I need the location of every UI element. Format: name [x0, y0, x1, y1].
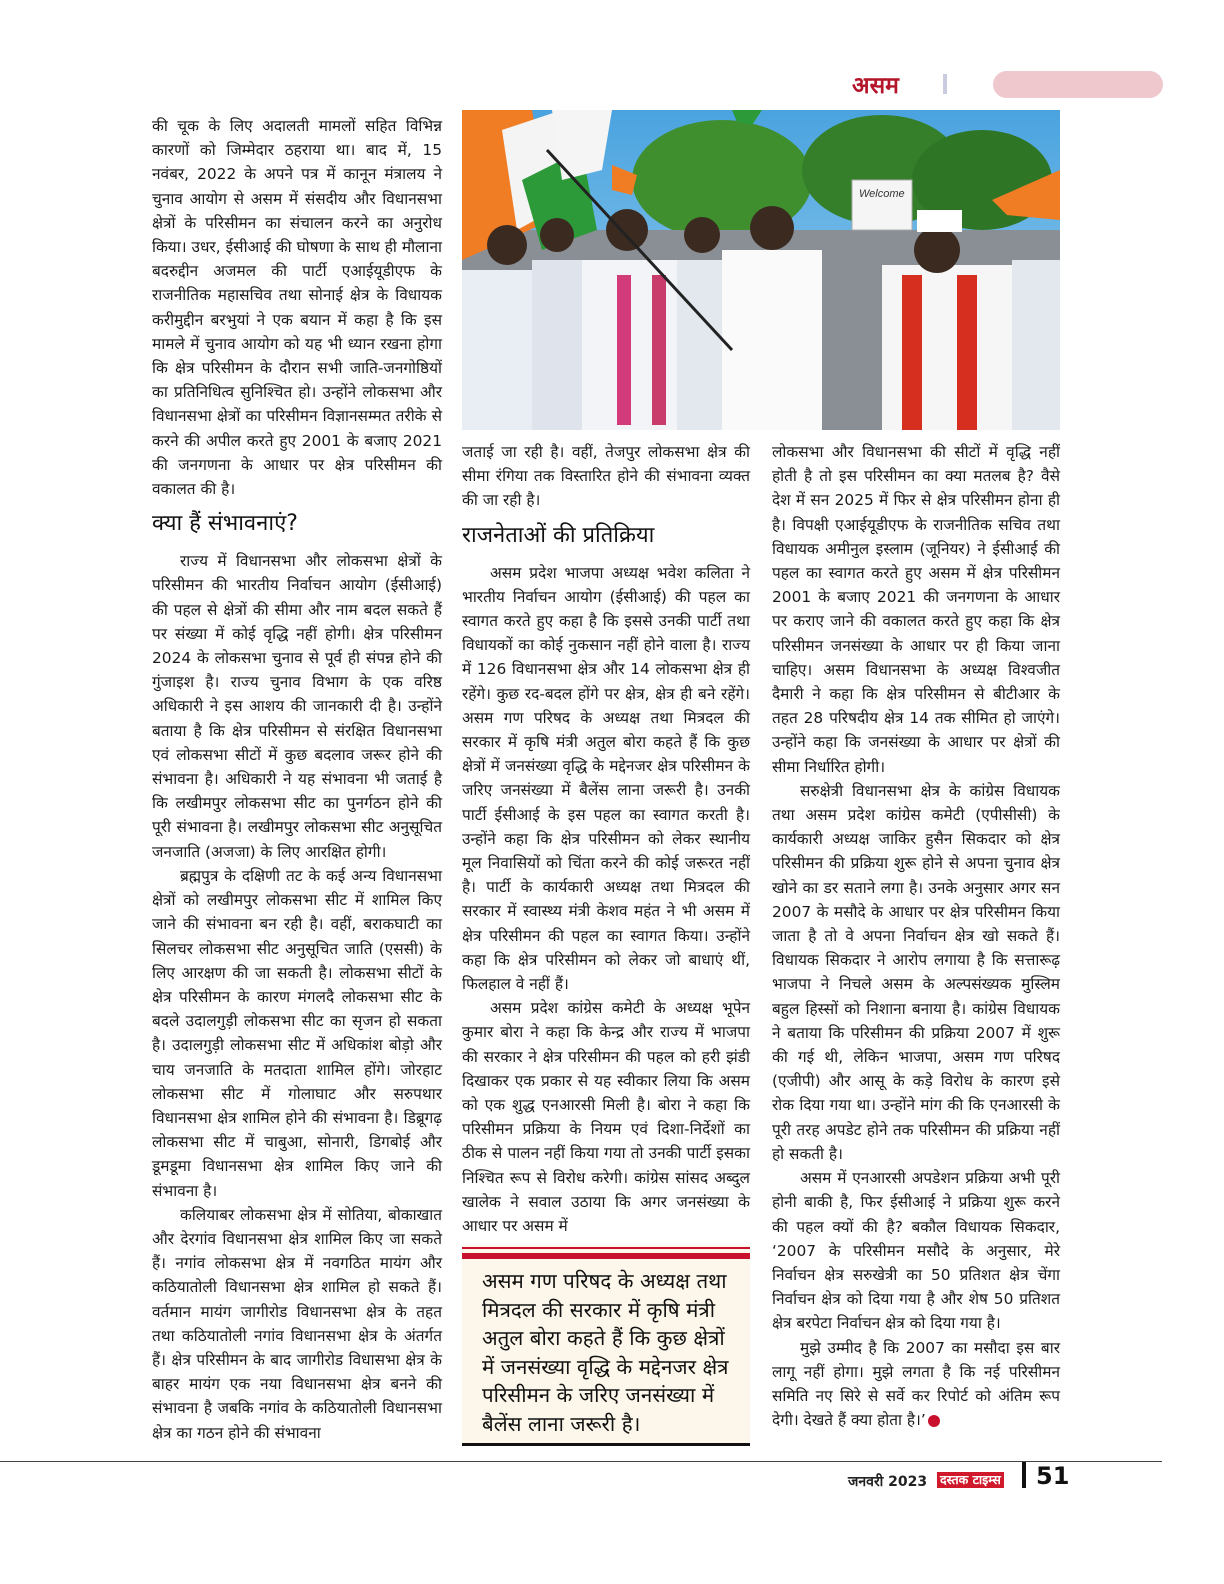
paragraph: असम में एनआरसी अपडेशन प्रक्रिया अभी पूरी होनी बाकी है, फिर ईसीआई ने प्रक्रिया शुरू करने की पहल क्यों की है? बकौल विधायक सिकदार, ‘2007 के परिसीमन मसौदे के अनुसार, मेरे निर्वाचन क्षेत्र सरुखेत्री का 50 प्रतिशत क्षेत्र चेंगा निर्वाचन क्षेत्र को दिया गया है और शेष 50 प्रतिशत क्षेत्र बरपेटा निर्वाचन क्षेत्र को दिया गया है।	[772, 1169, 1060, 1333]
subheading-possibilities: क्या हैं संभावनाएं?	[152, 511, 298, 537]
welcome-sign-text: Welcome	[859, 188, 905, 200]
pull-quote-text: असम गण परिषद के अध्यक्ष तथा मित्रदल की सरकार में कृषि मंत्री अतुल बोरा कहते हैं कि कुछ क्षेत्रों में जनसंख्या वृद्धि के मद्देनजर क्षेत्र परिसीमन के जरिए जनसंख्या में बैलेंस लाना जरूरी है।	[482, 1269, 729, 1436]
paragraph: जताई जा रही है। वहीं, तेजपुर लोकसभा क्षेत्र की सीमा रंगिया तक विस्तारित होने की संभावना व्यक्त की जा रही है।	[462, 443, 750, 510]
footer-rule	[0, 1461, 1162, 1462]
paragraph: लोकसभा और विधानसभा की सीटों में वृद्धि नहीं होती है तो इस परिसीमन का क्या मतलब है? वैसे देश में सन 2025 में फिर से क्षेत्र परिसीमन होना ही है। विपक्षी एआईयूडीएफ के राजनीतिक सचिव तथा विधायक अमीनुल इस्लाम (जूनियर) ने ईसीआई की पहल का स्वागत करते हुए असम में क्षेत्र परिसीमन 2001 के बजाए 2021 की जनगणना के आधार पर कराए जाने की वकालत करते हुए कहा कि क्षेत्र परिसीमन जनसंख्या के आधार पर ही किया जाना चाहिए। असम विधानसभा के अध्यक्ष विश्वजीत दैमारी ने कहा कि क्षेत्र परिसीमन से बीटीआर के तहत 28 परिषदीय क्षेत्र 14 तक सीमित हो जाएंगे। उन्होंने कहा कि जनसंख्या के आधार पर क्षेत्रों की सीमा निर्धारित होगी।	[772, 443, 1060, 776]
rally-photo-image	[462, 110, 1060, 430]
paragraph: की चूक के लिए अदालती मामलों सहित विभिन्न कारणों को जिम्मेदार ठहराया था। बाद में, 15 नवंबर, 2022 के अपने पत्र में कानून मंत्रालय ने चुनाव आयोग से असम में संसदीय और विधानसभा क्षेत्रों के परिसीमन का संचालन करने का अनुरोध किया। उधर, ईसीआई की घोषणा के साथ ही मौलाना बदरुद्दीन अजमल की पार्टी एआईयूडीएफ के राजनीतिक महासचिव तथा सोनाई क्षेत्र के विधायक करीमुद्दीन बरभुयां ने एक बयान में कहा है कि इस मामले में चुनाव आयोग को यह भी ध्यान रखना होगा कि क्षेत्र परिसीमन के दौरान सभी जाति-जनगोष्ठियों का प्रतिनिधित्व सुनिश्चित हो। उन्होंने लोकसभा और विधानसभा क्षेत्रों का परिसीमन विज्ञानसम्मत तरीके से करने की अपील करते हुए 2001 के बजाए 2021 की जनगणना के आधार पर क्षेत्र परिसीमन की वकालत की है।	[152, 117, 442, 499]
header-pill-decoration	[993, 71, 1163, 98]
article-column-middle	[462, 440, 750, 1238]
paragraph: राज्य में विधानसभा और लोकसभा क्षेत्रों के परिसीमन की भारतीय निर्वाचन आयोग (ईसीआई) की पहल से क्षेत्रों की सीमा और नाम बदल सकते हैं पर संख्या में कोई वृद्धि नहीं होगी। क्षेत्र परिसीमन 2024 के लोकसभा चुनाव से पूर्व ही संपन्न होने की गुंजाइश है। राज्य चुनाव विभाग के एक वरिष्ठ अधिकारी ने इस आशय की जानकारी दी है। उन्होंने बताया है कि क्षेत्र परिसीमन से संरक्षित विधानसभा एवं लोकसभा सीटों में कुछ बदलाव जरूर होने की संभावना है। अधिकारी ने यह संभावना भी जताई है कि लखीमपुर लोकसभा सीट का पुनर्गठन होने की पूरी संभावना है। लखीमपुर लोकसभा सीट अनुसूचित जनजाति (अजजा) के लिए आरक्षित होगी।	[152, 552, 442, 861]
paragraph: ब्रह्मपुत्र के दक्षिणी तट के कई अन्य विधानसभा क्षेत्रों को लखीमपुर लोकसभा सीट में शामिल किए जाने की संभावना बन रही है। वहीं, बराकघाटी का सिलचर लोकसभा सीट अनुसूचित जाति (एससी) के लिए आरक्षण की जा सकती है। लोकसभा सीटों के क्षेत्र परिसीमन के कारण मंगलदै लोकसभा सीट के बदले उदालगुड़ी लोकसभा सीट का सृजन हो सकता है। उदालगुड़ी लोकसभा सीट में अधिकांश बोड़ो और चाय जनजाति के मतदाता शामिल होंगे। जोरहाट लोकसभा सीट में गोलाघाट और सरुपथार विधानसभा क्षेत्र शामिल होने की संभावना है। डिब्रूगढ़ लोकसभा सीट में चाबुआ, सोनारी, डिगबोई और डूमडूमा विधानसभा क्षेत्र शामिल किए जाने की संभावना है।	[152, 866, 442, 1200]
rally-photo	[462, 110, 1060, 430]
issue-date: जनवरी 2023	[848, 1474, 928, 1490]
final-paragraph-text: मुझे उम्मीद है कि 2007 का मसौदा इस बार लागू नहीं होगा। मुझे लगता है कि नई परिसीमन समिति नए सिरे से सर्वे कर रिपोर्ट को अंतिम रूप देगी। देखते हैं क्या होता है।’	[772, 1338, 1060, 1430]
quote-rule-thick	[462, 1253, 750, 1259]
article-column-right	[772, 440, 1060, 1432]
subheading-reactions: राजनेताओं की प्रतिक्रिया	[462, 522, 655, 548]
footer-divider	[1022, 1462, 1026, 1488]
magazine-logo: दस्तक टाइम्स	[937, 1472, 1004, 1488]
end-mark-icon	[928, 1415, 940, 1427]
paragraph-final	[772, 1336, 1060, 1433]
header-divider	[943, 74, 947, 94]
paragraph: असम प्रदेश कांग्रेस कमेटी के अध्यक्ष भूपेन कुमार बोरा ने कहा कि केन्द्र और राज्य में भाजपा की सरकार ने क्षेत्र परिसीमन की पहल को हरी झंडी दिखाकर एक प्रकार से यह स्वीकार लिया कि असम को एक शुद्ध एनआरसी मिली है। बोरा ने कहा कि परिसीमन प्रक्रिया के नियम एवं दिशा-निर्देशों का ठीक से पालन नहीं किया गया तो उनकी पार्टी इसका निश्चित रूप से विरोध करेगी। कांग्रेस सांसद अब्दुल खालेक ने सवाल उठाया कि अगर जनसंख्या के आधार पर असम में	[462, 999, 750, 1236]
paragraph: कलियाबर लोकसभा क्षेत्र में सोतिया, बोकाखात और देरगांव विधानसभा क्षेत्र शामिल किए जा सकते हैं। नगांव लोकसभा क्षेत्र में नवगठित मायंग और कठियातोली विधानसभा क्षेत्र शामिल हो सकते हैं। वर्तमान मायंग जागीरोड विधानसभा क्षेत्र के तहत तथा कठियातोली नगांव विधानसभा क्षेत्र के अंतर्गत हैं। क्षेत्र परिसीमन के बाद जागीरोड विधासभा क्षेत्र के बाहर मायंग एक नया विधानसभा क्षेत्र बनने की संभावना है जबकि नगांव के कठियातोली विधानसभा क्षेत्र का गठन होने की संभावना	[152, 1205, 442, 1442]
quote-rule-thin	[462, 1247, 750, 1249]
page-number: 51	[1036, 1462, 1070, 1490]
pull-quote	[462, 1245, 750, 1446]
article-column-left	[152, 114, 442, 1445]
section-label: असम	[852, 73, 899, 99]
paragraph: असम प्रदेश भाजपा अध्यक्ष भवेश कलिता ने भारतीय निर्वाचन आयोग (ईसीआई) की पहल का स्वागत करते हुए कहा है कि इससे उनकी पार्टी तथा विधायकों का कोई नुकसान नहीं होने वाला है। राज्य में 126 विधानसभा क्षेत्र और 14 लोकसभा क्षेत्र ही रहेंगे। कुछ रद-बदल होंगे पर क्षेत्र, क्षेत्र ही बने रहेंगे। असम गण परिषद के अध्यक्ष तथा मित्रदल की सरकार में कृषि मंत्री अतुल बोरा कहते हैं कि कुछ क्षेत्रों में जनसंख्या वृद्धि के मद्देनजर क्षेत्र परिसीमन के जरिए जनसंख्या में बैलेंस लाना जरूरी है। उनकी पार्टी ईसीआई के इस पहल का स्वागत करती है। उन्होंने कहा कि क्षेत्र परिसीमन को लेकर स्थानीय मूल निवासियों को चिंता करने की कोई जरूरत नहीं है। पार्टी के कार्यकारी अध्यक्ष तथा मित्रदल की सरकार में स्वास्थ्य मंत्री केशव महंत ने भी असम में क्षेत्र परिसीमन की पहल का स्वागत किया। उन्होंने कहा कि क्षेत्र परिसीमन को लेकर जो बाधाएं थीं, फिलहाल वे नहीं हैं।	[462, 563, 750, 994]
paragraph: सरुक्षेत्री विधानसभा क्षेत्र के कांग्रेस विधायक तथा असम प्रदेश कांग्रेस कमेटी (एपीसीसी) के कार्यकारी अध्यक्ष जाकिर हुसैन सिकदार को क्षेत्र परिसीमन की प्रक्रिया शुरू होने से अपना चुनाव क्षेत्र खोने का डर सताने लगा है। उनके अनुसार अगर सन 2007 के मसौदे के आधार पर क्षेत्र परिसीमन किया जाता है तो वे अपना निर्वाचन क्षेत्र खो सकते हैं। विधायक सिकदार ने आरोप लगाया है कि सत्तारूढ़ भाजपा ने निचले असम के अल्पसंख्यक मुस्लिम बहुल हिस्सों को निशाना बनाया है। कांग्रेस विधायक ने बताया कि परिसीमन की प्रक्रिया 2007 में शुरू की गई थी, लेकिन भाजपा, असम गण परिषद (एजीपी) और आसू के कड़े विरोध के कारण इसे रोक दिया गया था। उन्होंने मांग की कि एनआरसी के पूरी तरह अपडेट होने तक परिसीमन की प्रक्रिया नहीं हो सकती है।	[772, 781, 1060, 1163]
